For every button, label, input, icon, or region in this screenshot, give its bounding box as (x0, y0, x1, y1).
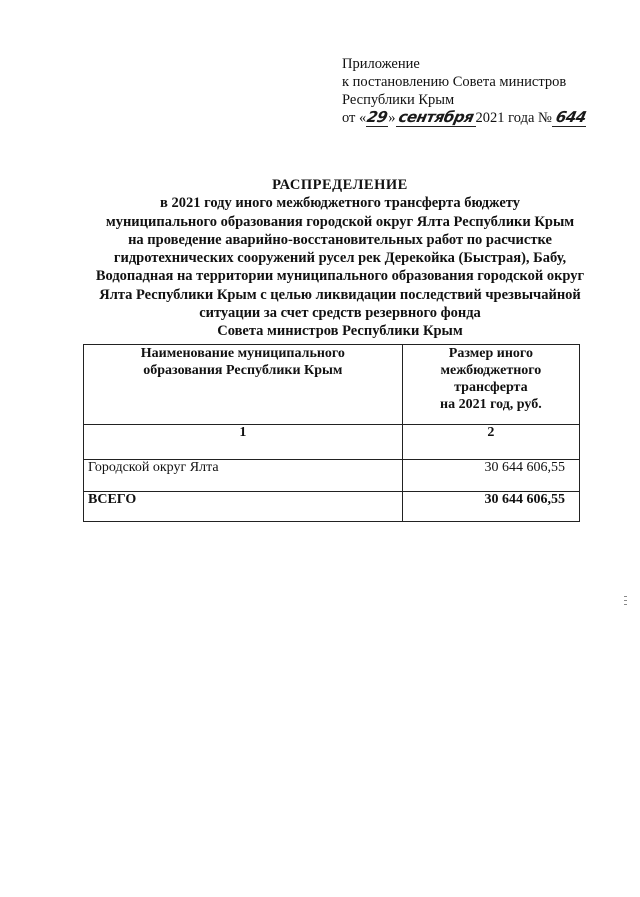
title-line: в 2021 году иного межбюджетного трансферта бюджету (160, 195, 520, 212)
header-text: Наименование муниципального (140, 346, 345, 361)
date-suffix: 2021 года № (475, 110, 552, 126)
date-month-handwritten: сентября (396, 108, 475, 126)
header-text: образования Республики Крым (143, 363, 343, 378)
column-number: 2 (402, 425, 579, 460)
appendix-resolution: к постановлению Совета министров (342, 74, 567, 90)
municipality-name: Городской округ Ялта (84, 460, 403, 492)
title-line: Совета министров Республики Крым (217, 323, 463, 340)
scan-mark (624, 600, 627, 601)
column-number-row (84, 425, 580, 460)
distribution-table (83, 344, 580, 522)
header-amount (402, 345, 579, 425)
document-title (60, 176, 620, 341)
date-mid: » (388, 110, 396, 126)
transfer-amount: 30 644 606,55 (402, 460, 579, 492)
total-amount: 30 644 606,55 (402, 492, 579, 522)
total-label: ВСЕГО (84, 492, 403, 522)
title-line: на проведение аварийно-восстановительных работ по расчистке (128, 231, 552, 248)
table-row (84, 460, 580, 492)
column-number: 1 (84, 425, 403, 460)
title-line: Ялта Республики Крым с целью ликвидации последствий чрезвычайной (99, 286, 581, 303)
appendix-block (342, 55, 632, 127)
header-text: на 2021 год, руб. (440, 397, 542, 412)
date-day-handwritten: 29 (365, 108, 390, 126)
title-line: ситуации за счет средств резервного фонда (199, 305, 481, 322)
title-heading: РАСПРЕДЕЛЕНИЕ (272, 177, 408, 193)
header-text: трансферта (454, 380, 528, 395)
date-prefix: от « (342, 110, 367, 126)
title-line: Водопадная на территории муниципального образования городской округ (95, 268, 585, 285)
header-municipality (84, 345, 403, 425)
header-text: межбюджетного (440, 363, 542, 378)
appendix-republic: Республики Крым (342, 92, 455, 108)
title-line: муниципального образования городской округ Ялта Республики Крым (105, 213, 575, 230)
scan-mark (624, 604, 627, 605)
header-text: Размер иного (448, 346, 533, 361)
title-line: гидротехнических сооружений русел рек Дерекойка (Быстрая), Бабу, (113, 250, 567, 267)
appendix-label: Приложение (342, 56, 420, 72)
table-header-row (84, 345, 580, 425)
total-row (84, 492, 580, 522)
appendix-date-line (342, 109, 632, 127)
doc-number-handwritten: 644 (554, 108, 588, 126)
scan-mark (624, 596, 627, 597)
